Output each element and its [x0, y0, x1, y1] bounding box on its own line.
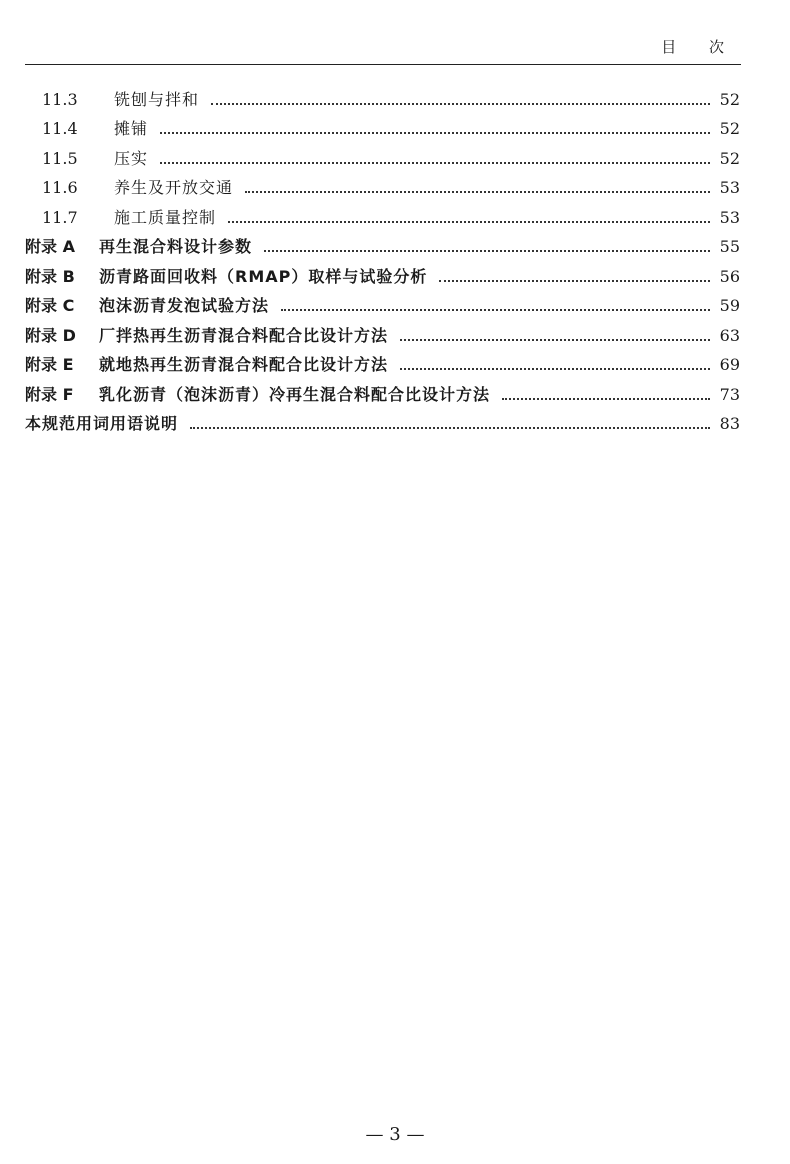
toc-entry[interactable] [25, 139, 740, 169]
section-title: 施工质量控制 [114, 207, 217, 227]
section-number: 11.6 [42, 178, 78, 197]
dot-leader [400, 368, 710, 370]
toc-entry-terms[interactable] [25, 405, 740, 435]
toc-entry-appendix[interactable] [25, 316, 740, 346]
toc-entry[interactable] [25, 110, 740, 140]
page-number: 52 [719, 148, 740, 168]
section-title: 养生及开放交通 [114, 178, 234, 197]
toc-entry-appendix[interactable] [25, 287, 740, 317]
appendix-title: 乳化沥青（泡沫沥青）冷再生混合料配合比设计方法 [99, 384, 491, 404]
dot-leader [400, 339, 710, 341]
page-number: 73 [719, 384, 740, 404]
page-number: 53 [719, 178, 740, 197]
dot-leader [439, 280, 709, 282]
dot-leader [228, 221, 710, 223]
section-title: 摊铺 [114, 119, 149, 138]
page-number: 63 [719, 325, 740, 345]
header-rule [25, 64, 741, 65]
section-number: 11.3 [42, 89, 78, 109]
toc-entry-appendix[interactable] [25, 375, 740, 405]
dot-leader [264, 250, 710, 252]
appendix-number: 附录 C [25, 296, 75, 315]
section-number: 11.5 [42, 148, 78, 168]
table-of-contents [25, 80, 740, 434]
appendix-title: 沥青路面回收料（RMAP）取样与试验分析 [99, 266, 428, 286]
appendix-number: 附录 B [25, 266, 75, 286]
appendix-title: 厂拌热再生沥青混合料配合比设计方法 [99, 325, 389, 345]
dot-leader [190, 427, 710, 429]
page-number: 83 [719, 414, 740, 433]
dot-leader [211, 103, 710, 105]
appendix-title: 再生混合料设计参数 [99, 237, 253, 256]
toc-entry[interactable] [25, 198, 740, 228]
running-header: 目 次 [661, 38, 738, 56]
section-number: 11.4 [42, 119, 78, 138]
appendix-number: 附录 D [25, 325, 76, 345]
toc-entry-appendix[interactable] [25, 228, 740, 258]
page-number: 52 [719, 119, 740, 138]
dot-leader [502, 398, 710, 400]
section-title: 压实 [114, 148, 149, 168]
appendix-number: 附录 E [25, 355, 74, 374]
appendix-title: 就地热再生沥青混合料配合比设计方法 [99, 355, 389, 374]
toc-entry-appendix[interactable] [25, 257, 740, 287]
terms-title: 本规范用词用语说明 [25, 414, 179, 433]
page-number: 55 [719, 237, 740, 256]
appendix-number: 附录 A [25, 237, 75, 256]
dot-leader [160, 132, 710, 134]
section-number: 11.7 [42, 207, 78, 227]
toc-entry-appendix[interactable] [25, 346, 740, 376]
dot-leader [160, 162, 710, 164]
page-number: 56 [719, 266, 740, 286]
page-number: 52 [719, 89, 740, 109]
page-number: 59 [719, 296, 740, 315]
toc-entry[interactable] [25, 169, 740, 199]
dot-leader [245, 191, 710, 193]
page-footer-number: — 3 — [365, 1124, 425, 1145]
page-number: 53 [719, 207, 740, 227]
section-title: 铣刨与拌和 [114, 89, 200, 109]
page-number: 69 [719, 355, 740, 374]
dot-leader [281, 309, 710, 311]
toc-entry[interactable] [25, 80, 740, 110]
appendix-title: 泡沫沥青发泡试验方法 [99, 296, 270, 315]
appendix-number: 附录 F [25, 384, 74, 404]
